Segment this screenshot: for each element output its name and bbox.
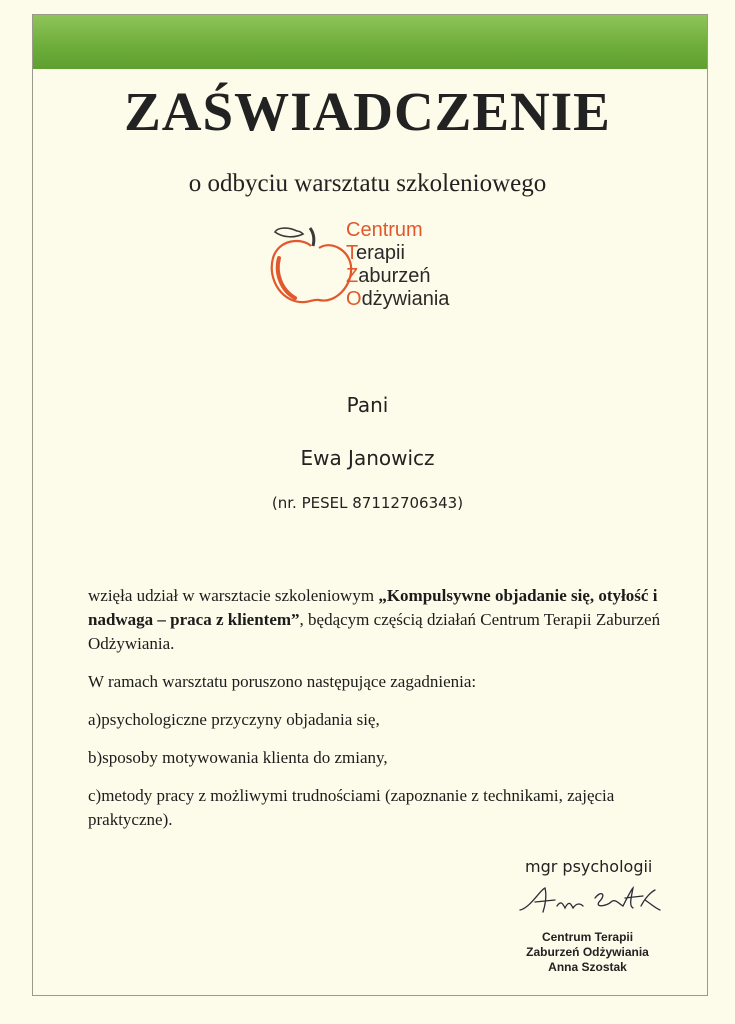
- logo-text-part: entrum: [360, 219, 423, 241]
- logo-wordmark: [346, 219, 449, 311]
- topics-intro: W ramach warsztatu poruszono następujące zagadnienia:: [88, 672, 477, 691]
- signatory-title: mgr psychologii: [525, 857, 653, 876]
- topic-item-b: b)sposoby motywowania klienta do zmiany,: [88, 748, 388, 767]
- certificate-subtitle: o odbyciu warsztatu szkoleniowego: [188, 170, 547, 197]
- paragraph-text: , będącym częścią działań Centrum Terapii Zaburzeń Odżywiania.: [88, 610, 661, 653]
- logo-text-part: aburzeń: [358, 265, 431, 287]
- certificate-body: [88, 584, 663, 832]
- logo-text-part: erapii: [356, 242, 405, 264]
- handwritten-signature: [515, 880, 665, 920]
- stamp-line: Anna Szostak: [548, 960, 627, 971]
- logo-letter: Z: [346, 265, 359, 287]
- salutation: Pani: [346, 393, 389, 417]
- logo-letter: T: [346, 242, 356, 264]
- logo-text-part: dżywiania: [361, 288, 450, 310]
- stamp-line: Zaburzeń Odżywiania: [526, 945, 649, 959]
- official-stamp: [520, 930, 655, 978]
- pesel-number: (nr. PESEL 87112706343): [271, 494, 464, 512]
- recipient-name: Ewa Janowicz: [300, 446, 435, 470]
- participation-paragraph: [88, 584, 663, 656]
- logo-letter: C: [346, 219, 361, 241]
- header-banner: [33, 15, 707, 69]
- topic-item-a: a)psychologiczne przyczyny objadania się,: [88, 710, 380, 729]
- topic-item-c: c)metody pracy z możliwymi trudnościami (zapoznanie z technikami, zajęcia praktyczne).: [88, 786, 615, 829]
- workshop-title: „Kompulsywne objadanie się, otyłość i nadwaga – praca z klientem”: [88, 586, 658, 629]
- certificate-title: ZAŚWIADCZENIE: [124, 81, 611, 142]
- paragraph-text: wzięła udział w warsztacie szkoleniowym: [88, 586, 379, 605]
- stamp-line: Centrum Terapii: [541, 930, 634, 944]
- logo-letter: O: [346, 288, 362, 310]
